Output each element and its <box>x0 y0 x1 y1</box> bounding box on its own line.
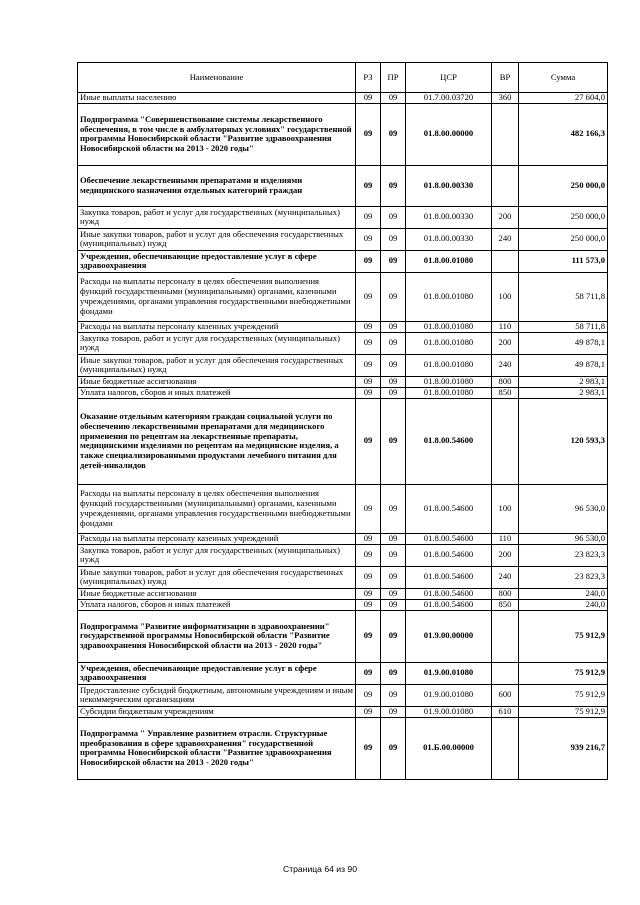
cell-name: Иные закупки товаров, работ и услуг для обеспечения государственных (муниципальных) нужд <box>78 354 356 376</box>
cell-rz: 09 <box>356 332 381 354</box>
cell-sum: 120 593,3 <box>519 398 608 484</box>
cell-csr: 01.9.00.00000 <box>406 610 492 662</box>
table-row <box>78 566 608 588</box>
cell-pr: 09 <box>381 484 406 533</box>
cell-pr: 09 <box>381 706 406 717</box>
cell-rz: 09 <box>356 717 381 779</box>
cell-vr: 100 <box>492 272 519 321</box>
cell-sum: 250 000,0 <box>519 228 608 250</box>
cell-name: Иные бюджетные ассигнования <box>78 376 356 387</box>
cell-rz: 09 <box>356 354 381 376</box>
cell-sum: 482 166,3 <box>519 103 608 165</box>
cell-pr: 09 <box>381 376 406 387</box>
cell-name: Уплата налогов, сборов и иных платежей <box>78 387 356 398</box>
cell-vr: 610 <box>492 706 519 717</box>
cell-pr: 09 <box>381 93 406 104</box>
cell-csr: 01.8.00.00330 <box>406 206 492 228</box>
table-row <box>78 332 608 354</box>
table-row <box>78 228 608 250</box>
cell-csr: 01.8.00.01080 <box>406 272 492 321</box>
cell-pr: 09 <box>381 228 406 250</box>
cell-csr: 01.8.00.54600 <box>406 566 492 588</box>
cell-sum: 250 000,0 <box>519 165 608 206</box>
cell-rz: 09 <box>356 610 381 662</box>
cell-name: Оказание отдельным категориям граждан социальной услуги по обеспечению лекарственными препаратами для медицинского применения по рецептам на лекарственные препараты, медицинскими изделиями по рецептам на медицинские изделия, а также специализированными продуктами лечебного питания для детей-инвалидов <box>78 398 356 484</box>
cell-sum: 49 878,1 <box>519 354 608 376</box>
table-row <box>78 398 608 484</box>
cell-vr: 200 <box>492 544 519 566</box>
cell-vr <box>492 610 519 662</box>
table-row <box>78 354 608 376</box>
cell-vr: 850 <box>492 599 519 610</box>
cell-csr: 01.Б.00.00000 <box>406 717 492 779</box>
table-row <box>78 662 608 684</box>
cell-sum: 240,0 <box>519 588 608 599</box>
cell-csr: 01.8.00.54600 <box>406 398 492 484</box>
table-row <box>78 599 608 610</box>
cell-vr: 850 <box>492 387 519 398</box>
header-csr: ЦСР <box>406 63 492 93</box>
cell-pr: 09 <box>381 566 406 588</box>
cell-rz: 09 <box>356 387 381 398</box>
cell-sum: 250 000,0 <box>519 206 608 228</box>
cell-pr: 09 <box>381 250 406 272</box>
cell-vr <box>492 717 519 779</box>
cell-rz: 09 <box>356 228 381 250</box>
table-row <box>78 103 608 165</box>
cell-pr: 09 <box>381 717 406 779</box>
cell-rz: 09 <box>356 250 381 272</box>
cell-vr <box>492 398 519 484</box>
cell-csr: 01.8.00.01080 <box>406 332 492 354</box>
cell-rz: 09 <box>356 588 381 599</box>
cell-rz: 09 <box>356 566 381 588</box>
header-pr: ПР <box>381 63 406 93</box>
cell-name: Закупка товаров, работ и услуг для государственных (муниципальных) нужд <box>78 544 356 566</box>
cell-sum: 111 573,0 <box>519 250 608 272</box>
cell-vr: 600 <box>492 684 519 706</box>
cell-rz: 09 <box>356 484 381 533</box>
table-row <box>78 544 608 566</box>
cell-vr: 100 <box>492 484 519 533</box>
cell-name: Учреждения, обеспечивающие предоставление услуг в сфере здравоохранения <box>78 662 356 684</box>
cell-csr: 01.8.00.00000 <box>406 103 492 165</box>
table-header-row <box>78 63 608 93</box>
table-row <box>78 206 608 228</box>
cell-name: Закупка товаров, работ и услуг для государственных (муниципальных) нужд <box>78 206 356 228</box>
cell-name: Субсидии бюджетным учреждениям <box>78 706 356 717</box>
cell-vr: 240 <box>492 354 519 376</box>
cell-sum: 75 912,9 <box>519 684 608 706</box>
cell-pr: 09 <box>381 332 406 354</box>
cell-rz: 09 <box>356 662 381 684</box>
cell-vr: 800 <box>492 588 519 599</box>
cell-sum: 23 823,3 <box>519 544 608 566</box>
page-number: Страница 64 из 90 <box>283 864 357 874</box>
header-rz: РЗ <box>356 63 381 93</box>
cell-name: Предоставление субсидий бюджетным, автономным учреждениям и иным некоммерческим организациям <box>78 684 356 706</box>
cell-csr: 01.8.00.54600 <box>406 588 492 599</box>
cell-csr: 01.7.00.03720 <box>406 93 492 104</box>
cell-csr: 01.8.00.00330 <box>406 165 492 206</box>
cell-rz: 09 <box>356 165 381 206</box>
header-name: Наименование <box>78 63 356 93</box>
cell-name: Иные закупки товаров, работ и услуг для обеспечения государственных (муниципальных) нужд <box>78 228 356 250</box>
header-sum: Сумма <box>519 63 608 93</box>
cell-csr: 01.8.00.01080 <box>406 376 492 387</box>
cell-sum: 939 216,7 <box>519 717 608 779</box>
cell-pr: 09 <box>381 387 406 398</box>
cell-csr: 01.9.00.01080 <box>406 706 492 717</box>
table-row <box>78 250 608 272</box>
cell-csr: 01.8.00.01080 <box>406 387 492 398</box>
cell-name: Иные бюджетные ассигнования <box>78 588 356 599</box>
cell-pr: 09 <box>381 599 406 610</box>
budget-table <box>77 62 608 780</box>
cell-vr <box>492 165 519 206</box>
cell-vr: 110 <box>492 533 519 544</box>
cell-csr: 01.8.00.00330 <box>406 228 492 250</box>
cell-name: Закупка товаров, работ и услуг для государственных (муниципальных) нужд <box>78 332 356 354</box>
table-row <box>78 376 608 387</box>
cell-rz: 09 <box>356 93 381 104</box>
cell-vr <box>492 662 519 684</box>
cell-rz: 09 <box>356 706 381 717</box>
cell-vr: 200 <box>492 206 519 228</box>
cell-name: Расходы на выплаты персоналу казенных учреждений <box>78 533 356 544</box>
table-row <box>78 533 608 544</box>
table-row <box>78 484 608 533</box>
cell-name: Подпрограмма "Развитие информатизации в здравоохранении" государственной программы Новосибирской области "Развитие здравоохранения Новосибирской области на 2013 - 2020 годы" <box>78 610 356 662</box>
cell-csr: 01.8.00.54600 <box>406 533 492 544</box>
cell-sum: 58 711,8 <box>519 321 608 332</box>
cell-pr: 09 <box>381 354 406 376</box>
cell-vr: 110 <box>492 321 519 332</box>
cell-name: Подпрограмма " Управление развитием отрасли. Структурные преобразования в сфере здравоохранения" государственной программы Новосибирской области "Развитие здравоохранения Новосибирской области на 2013 - 2020 годы" <box>78 717 356 779</box>
cell-sum: 240,0 <box>519 599 608 610</box>
cell-rz: 09 <box>356 376 381 387</box>
table-row <box>78 165 608 206</box>
cell-rz: 09 <box>356 533 381 544</box>
cell-sum: 75 912,9 <box>519 662 608 684</box>
cell-vr: 800 <box>492 376 519 387</box>
cell-csr: 01.8.00.01080 <box>406 250 492 272</box>
cell-pr: 09 <box>381 272 406 321</box>
cell-csr: 01.9.00.01080 <box>406 684 492 706</box>
cell-pr: 09 <box>381 321 406 332</box>
cell-name: Расходы на выплаты персоналу в целях обеспечения выполнения функций государственными (муниципальными) органами, казенными учреждениями, органами управления государственными внебюджетными фондами <box>78 272 356 321</box>
table-row <box>78 93 608 104</box>
cell-sum: 2 983,1 <box>519 376 608 387</box>
cell-vr: 240 <box>492 566 519 588</box>
table-row <box>78 387 608 398</box>
cell-rz: 09 <box>356 206 381 228</box>
table-row <box>78 706 608 717</box>
cell-vr <box>492 103 519 165</box>
cell-sum: 75 912,9 <box>519 706 608 717</box>
cell-rz: 09 <box>356 321 381 332</box>
cell-csr: 01.8.00.54600 <box>406 484 492 533</box>
cell-pr: 09 <box>381 610 406 662</box>
cell-sum: 2 983,1 <box>519 387 608 398</box>
cell-name: Расходы на выплаты персоналу в целях обеспечения выполнения функций государственными (муниципальными) органами, казенными учреждениями, органами управления государственными внебюджетными фондами <box>78 484 356 533</box>
cell-sum: 58 711,8 <box>519 272 608 321</box>
cell-rz: 09 <box>356 544 381 566</box>
cell-name: Подпрограмма "Совершенствование системы лекарственного обеспечения, в том числе в амбулаторных условиях" государственной программы Новосибирской области "Развитие здравоохранения Новосибирской области на 2013 - 2020 годы" <box>78 103 356 165</box>
table-row <box>78 321 608 332</box>
cell-vr: 200 <box>492 332 519 354</box>
cell-csr: 01.8.00.01080 <box>406 354 492 376</box>
cell-pr: 09 <box>381 533 406 544</box>
cell-sum: 96 530,0 <box>519 533 608 544</box>
cell-vr <box>492 250 519 272</box>
cell-pr: 09 <box>381 206 406 228</box>
cell-sum: 23 823,3 <box>519 566 608 588</box>
cell-pr: 09 <box>381 165 406 206</box>
cell-name: Обеспечение лекарственными препаратами и изделиями медицинского назначения отдельных категорий граждан <box>78 165 356 206</box>
cell-name: Иные закупки товаров, работ и услуг для обеспечения государственных (муниципальных) нужд <box>78 566 356 588</box>
table-row <box>78 610 608 662</box>
cell-pr: 09 <box>381 662 406 684</box>
cell-pr: 09 <box>381 544 406 566</box>
cell-sum: 27 604,0 <box>519 93 608 104</box>
cell-csr: 01.8.00.54600 <box>406 599 492 610</box>
cell-pr: 09 <box>381 103 406 165</box>
cell-rz: 09 <box>356 599 381 610</box>
cell-rz: 09 <box>356 103 381 165</box>
cell-pr: 09 <box>381 684 406 706</box>
cell-name: Расходы на выплаты персоналу казенных учреждений <box>78 321 356 332</box>
cell-rz: 09 <box>356 398 381 484</box>
cell-csr: 01.8.00.54600 <box>406 544 492 566</box>
cell-csr: 01.9.00.01080 <box>406 662 492 684</box>
table-row <box>78 717 608 779</box>
cell-rz: 09 <box>356 684 381 706</box>
cell-name: Иные выплаты населению <box>78 93 356 104</box>
cell-vr: 360 <box>492 93 519 104</box>
cell-name: Учреждения, обеспечивающие предоставление услуг в сфере здравоохранения <box>78 250 356 272</box>
cell-sum: 49 878,1 <box>519 332 608 354</box>
cell-rz: 09 <box>356 272 381 321</box>
cell-pr: 09 <box>381 398 406 484</box>
cell-sum: 96 530,0 <box>519 484 608 533</box>
cell-sum: 75 912,9 <box>519 610 608 662</box>
cell-pr: 09 <box>381 588 406 599</box>
table-row <box>78 272 608 321</box>
table-row <box>78 588 608 599</box>
cell-csr: 01.8.00.01080 <box>406 321 492 332</box>
header-vr: ВР <box>492 63 519 93</box>
cell-vr: 240 <box>492 228 519 250</box>
cell-name: Уплата налогов, сборов и иных платежей <box>78 599 356 610</box>
table-row <box>78 684 608 706</box>
